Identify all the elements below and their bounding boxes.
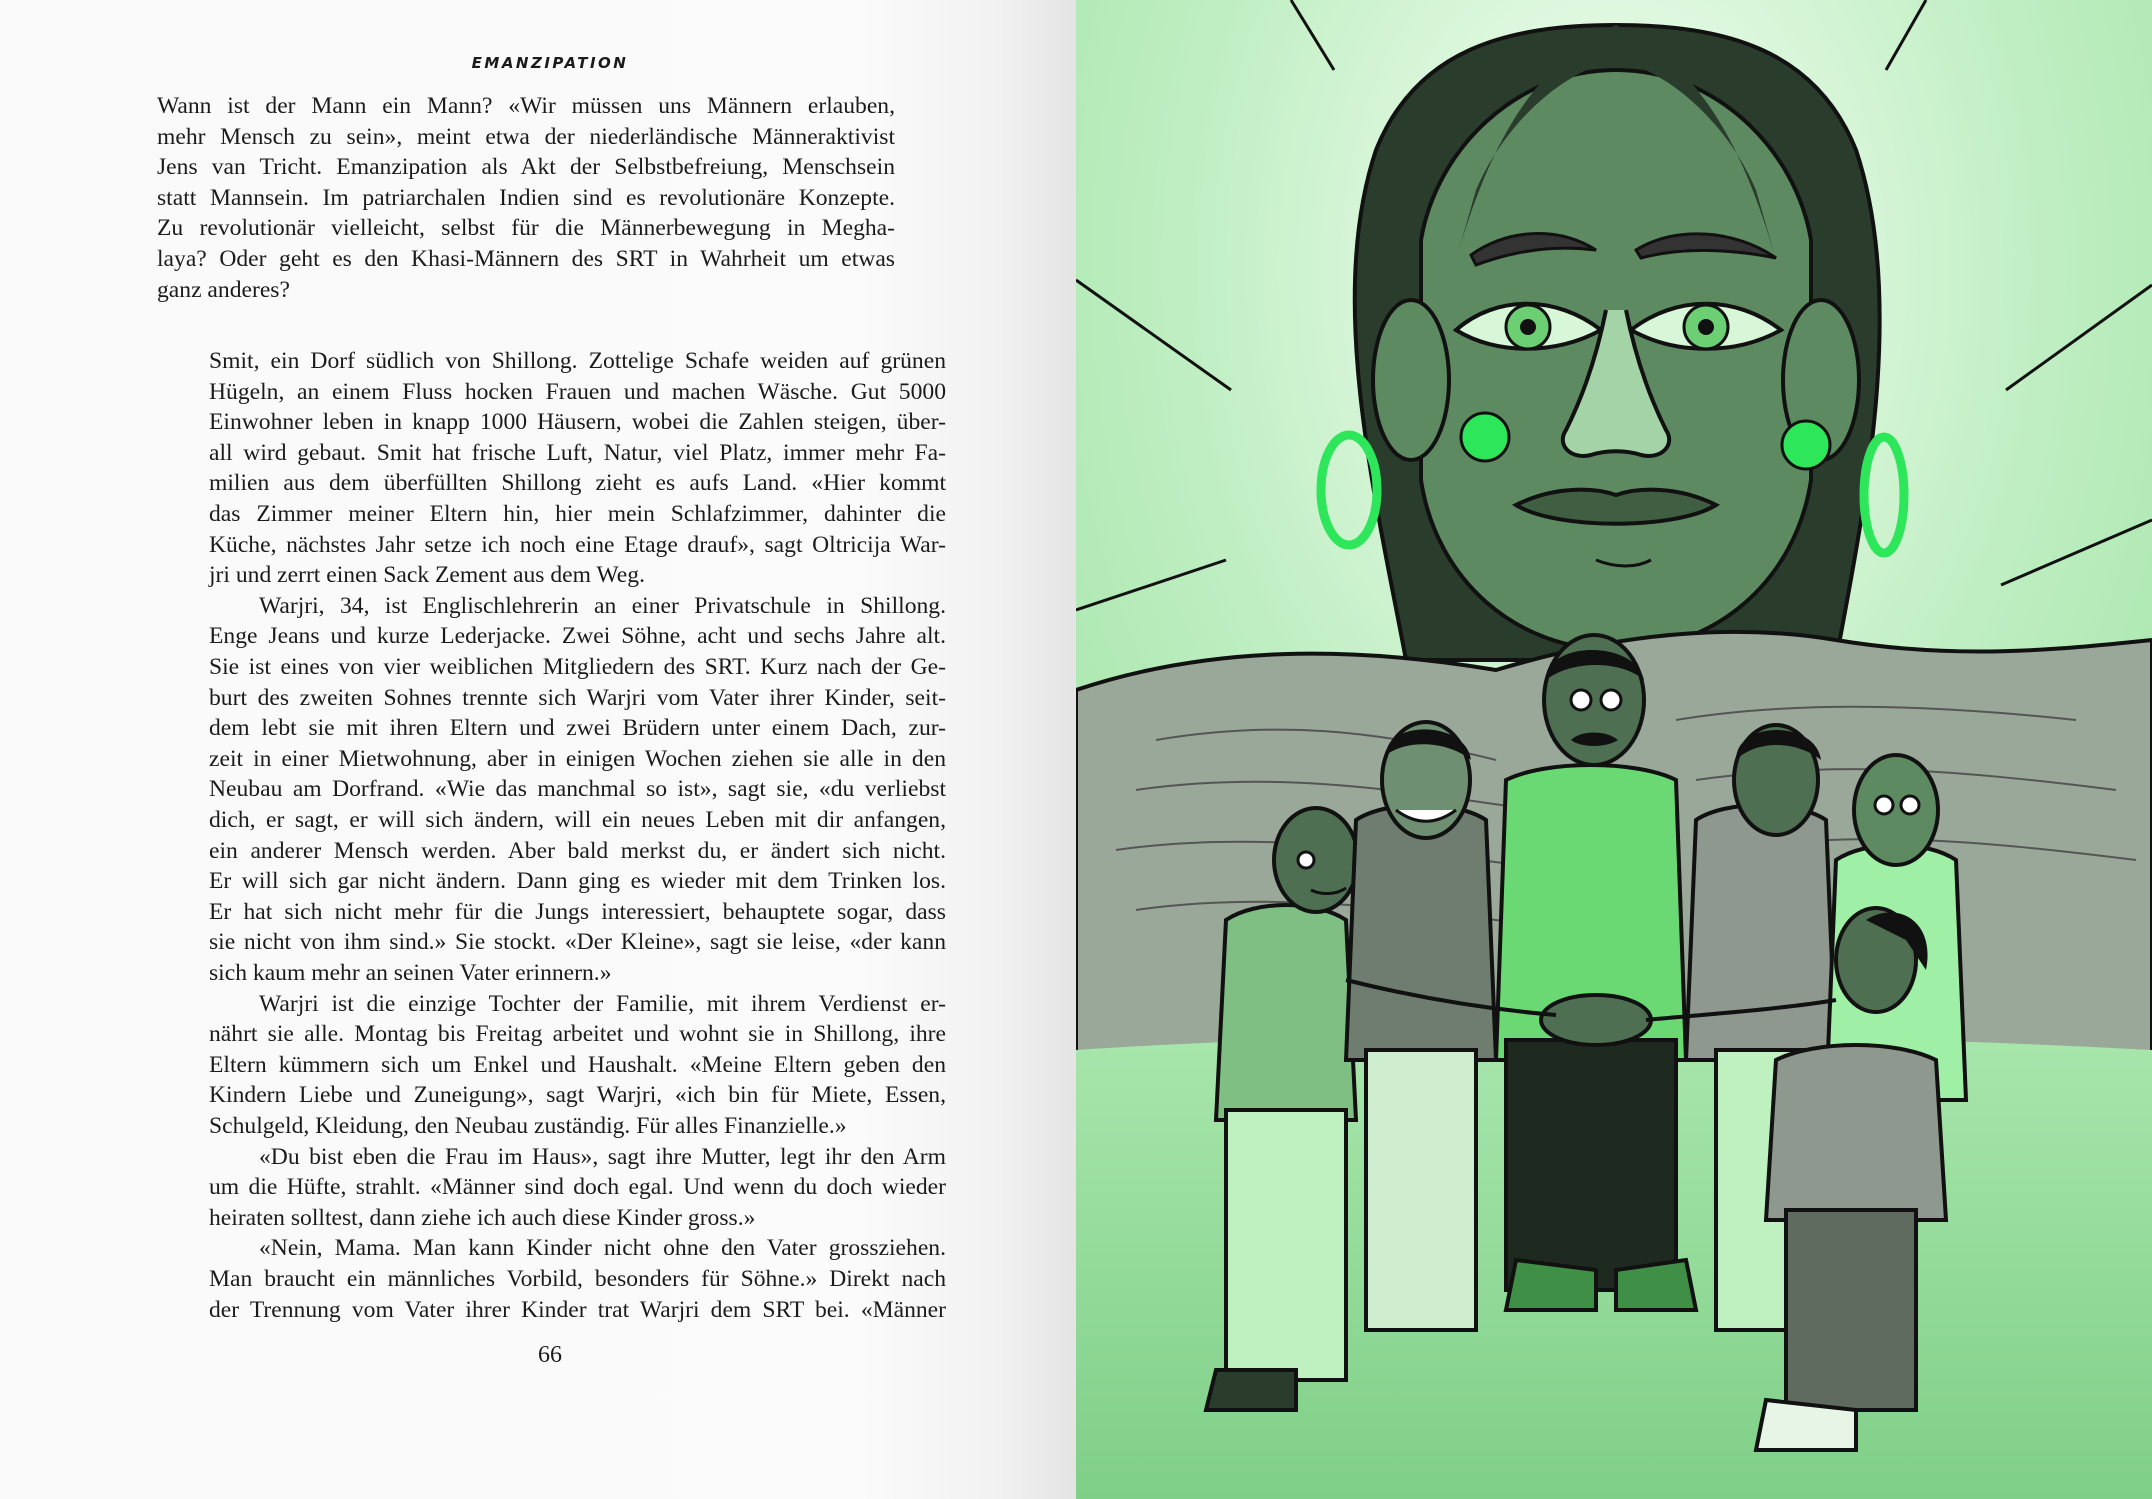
body-line: nährt sie alle. Montag bis Freitag arbeitet und wohnt sie in Shillong, ihre	[209, 1021, 946, 1048]
body-line: Neubau am Dorfrand. «Wie das manchmal so ist», sagt sie, «du verliebst	[209, 776, 946, 803]
right-page-illustration	[1076, 0, 2152, 1499]
body-paragraph	[209, 989, 946, 1142]
left-ear	[1373, 300, 1449, 460]
body-line: Warjri ist die einzige Tochter der Familie, mit ihrem Verdienst er-	[259, 990, 946, 1017]
body-line: Enge Jeans und kurze Lederjacke. Zwei Söhne, acht und sechs Jahre alt.	[209, 623, 946, 650]
body-line: «Nein, Mama. Man kann Kinder nicht ohne den Vater grossziehen.	[259, 1235, 946, 1262]
body-line: all wird gebaut. Smit hat frische Luft, Natur, viel Platz, immer mehr Fa-	[209, 439, 946, 466]
body-line: burt des zweiten Sohnes trennte sich Warjri vom Vater ihrer Kinder, seit-	[209, 684, 946, 711]
body-line: Man braucht ein männliches Vorbild, besonders für Söhne.» Direkt nach	[209, 1265, 946, 1292]
body-line: Schulgeld, Kleidung, den Neubau zuständig. Für alles Finanzielle.»	[209, 1112, 847, 1139]
right-cheek	[1782, 421, 1830, 469]
body-paragraph	[209, 1233, 946, 1325]
body-line: Eltern kümmern sich um Enkel und Haushalt. «Meine Eltern geben den	[209, 1051, 946, 1078]
running-head: EMANZIPATION	[471, 54, 629, 72]
body-line: Sie ist eines von vier weiblichen Mitgliedern des SRT. Kurz nach der Ge-	[209, 653, 946, 680]
intro-line: statt Mannsein. Im patriarchalen Indien sind es revolutionäre Konzepte.	[157, 184, 895, 211]
body-line: Küche, nächstes Jahr setze ich noch eine Etage drauf», sagt Oltricija War-	[209, 531, 946, 558]
body-line: sie nicht von ihm sind.» Sie stockt. «Der Kleine», sagt sie leise, «der kann	[209, 929, 946, 956]
body-line: dich, er sagt, er will sich ändern, will ein neues Leben mit dir anfangen,	[209, 806, 946, 833]
intro-line: Wann ist der Mann ein Mann? «Wir müssen uns Männern erlauben,	[157, 93, 895, 119]
body-line: Einwohner leben in knapp 1000 Häusern, wobei die Zahlen steigen, über-	[209, 409, 946, 436]
page-number: 66	[538, 1342, 562, 1368]
body-line: milien aus dem überfüllten Shillong zieht es aufs Land. «Hier kommt	[209, 470, 946, 497]
body-line: ein anderer Mensch werden. Aber bald merkst du, er ändert sich nicht.	[209, 837, 946, 864]
body-line: Smit, ein Dorf südlich von Shillong. Zottelige Schafe weiden auf grünen	[209, 348, 946, 374]
intro-line: laya? Oder geht es den Khasi-Männern des SRT in Wahrheit um etwas	[157, 245, 895, 272]
intro-line: ganz anderes?	[157, 276, 290, 303]
body-line: heiraten solltest, dann ziehe ich auch diese Kinder gross.»	[209, 1204, 756, 1231]
body-line: das Zimmer meiner Eltern hin, hier mein Schlafzimmer, dahinter die	[209, 500, 946, 527]
body-line: um die Hüfte, strahlt. «Männer sind doch egal. Und wenn du doch wieder	[209, 1174, 946, 1201]
illustration	[1076, 0, 2152, 1499]
body-line: «Du bist eben die Frau im Haus», sagt ihre Mutter, legt ihr den Arm	[259, 1143, 946, 1170]
body-line: dem lebt sie mit ihren Eltern und zwei Brüdern unter einem Dach, zur-	[209, 715, 946, 742]
man-cardigan	[1346, 722, 1496, 1330]
intro-line: Zu revolutionär vielleicht, selbst für die Männerbewegung in Megha-	[157, 215, 895, 242]
intro-line: Jens van Tricht. Emanzipation als Akt der Selbstbefreiung, Menschsein	[157, 154, 895, 181]
body-line: Er hat sich nicht mehr für die Jungs interessiert, behauptete sogar, dass	[209, 898, 946, 925]
body-line: Er will sich gar nicht ändern. Dann ging es wieder mit dem Trinken los.	[209, 868, 946, 895]
body-line: Hügeln, an einem Fluss hocken Frauen und machen Wäsche. Gut 5000	[209, 378, 946, 405]
body-line: Warjri, 34, ist Englischlehrerin an einer Privatschule in Shillong.	[259, 592, 946, 619]
body-line: sich kaum mehr an seinen Vater erinnern.»	[209, 959, 612, 986]
body-line: der Trennung vom Vater ihrer Kinder trat Warjri dem SRT bei. «Männer	[209, 1296, 946, 1323]
left-cheek	[1461, 413, 1509, 461]
body-paragraph	[209, 591, 946, 989]
body-line: Kindern Liebe und Zuneigung», sagt Warjri, «ich bin für Miete, Essen,	[209, 1082, 946, 1109]
body-line: jri und zerrt einen Sack Zement aus dem Weg.	[209, 562, 645, 589]
body-line: zeit in einer Mietwohnung, aber in einigen Wochen ziehen sie alle in den	[209, 745, 946, 772]
body-paragraph	[209, 346, 946, 591]
body-paragraph	[209, 1142, 946, 1234]
intro-paragraph	[157, 91, 895, 305]
intro-line: mehr Mensch zu sein», meint etwa der niederländische Männeraktivist	[157, 123, 895, 150]
